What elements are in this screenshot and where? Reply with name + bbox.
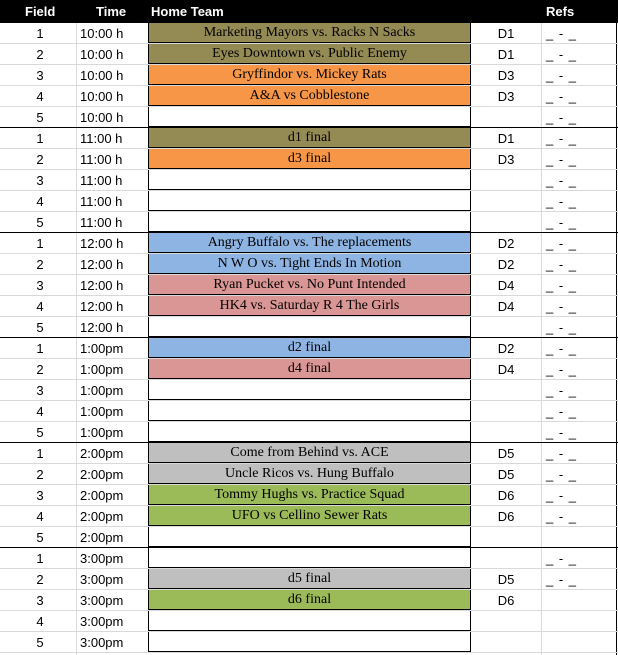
table-row xyxy=(0,275,618,296)
field-cell[interactable]: 4 xyxy=(36,509,44,524)
refs-cell[interactable]: _ - _ xyxy=(546,26,578,41)
field-cell[interactable]: 5 xyxy=(36,110,44,125)
time-cell[interactable]: 10:00 h xyxy=(80,47,124,62)
field-cell[interactable]: 4 xyxy=(36,194,44,209)
home-team-cell[interactable] xyxy=(148,170,471,190)
division-cell[interactable]: D4 xyxy=(497,299,515,314)
division-cell[interactable]: D2 xyxy=(497,257,515,272)
home-team-cell[interactable]: Ryan Pucket vs. No Punt Intended xyxy=(148,275,471,295)
refs-cell[interactable]: _ - _ xyxy=(546,278,578,293)
home-team-cell[interactable]: A&A vs Cobblestone xyxy=(148,86,471,106)
refs-cell[interactable]: _ - _ xyxy=(546,425,578,440)
division-cell[interactable]: D6 xyxy=(497,593,515,608)
time-cell[interactable]: 10:00 h xyxy=(80,110,124,125)
refs-cell[interactable]: _ - _ xyxy=(546,572,578,587)
field-cell[interactable]: 1 xyxy=(36,131,44,146)
table-row xyxy=(0,107,618,128)
division-cell[interactable]: D3 xyxy=(497,89,515,104)
time-cell[interactable]: 1:00pm xyxy=(80,383,124,398)
table-row xyxy=(0,254,618,275)
home-team-cell[interactable]: d2 final xyxy=(148,338,471,358)
field-cell[interactable]: 2 xyxy=(36,467,44,482)
field-cell[interactable]: 4 xyxy=(36,614,44,629)
table-row xyxy=(0,401,618,422)
division-cell[interactable]: D1 xyxy=(497,47,515,62)
table-row xyxy=(0,527,618,548)
refs-cell[interactable]: _ - _ xyxy=(546,488,578,503)
field-cell[interactable]: 2 xyxy=(36,47,44,62)
time-cell[interactable]: 2:00pm xyxy=(80,509,124,524)
table-row xyxy=(0,233,618,254)
time-cell[interactable]: 3:00pm xyxy=(80,551,124,566)
time-cell[interactable]: 1:00pm xyxy=(80,425,124,440)
home-team-cell[interactable]: d4 final xyxy=(148,359,471,379)
division-cell[interactable]: D3 xyxy=(497,68,515,83)
field-cell[interactable]: 5 xyxy=(36,320,44,335)
header-row xyxy=(0,0,618,23)
table-row xyxy=(0,338,618,359)
table-row xyxy=(0,485,618,506)
time-cell[interactable]: 12:00 h xyxy=(80,299,124,314)
home-team-cell[interactable]: d1 final xyxy=(148,128,471,148)
time-cell[interactable]: 2:00pm xyxy=(80,467,124,482)
field-cell[interactable]: 3 xyxy=(36,593,44,608)
home-team-cell[interactable]: Uncle Ricos vs. Hung Buffalo xyxy=(148,464,471,484)
division-cell[interactable]: D6 xyxy=(497,488,515,503)
division-cell[interactable]: D4 xyxy=(497,362,515,377)
field-cell[interactable]: 2 xyxy=(36,152,44,167)
table-row xyxy=(0,149,618,170)
home-team-cell[interactable]: UFO vs Cellino Sewer Rats xyxy=(148,506,471,526)
time-cell[interactable]: 3:00pm xyxy=(80,572,124,587)
time-cell[interactable]: 10:00 h xyxy=(80,26,124,41)
time-cell[interactable]: 10:00 h xyxy=(80,89,124,104)
home-team-cell[interactable]: Tommy Hughs vs. Practice Squad xyxy=(148,485,471,505)
refs-cell[interactable]: _ - _ xyxy=(546,446,578,461)
table-row xyxy=(0,170,618,191)
field-cell[interactable]: 2 xyxy=(36,257,44,272)
table-row xyxy=(0,86,618,107)
home-team-cell[interactable]: N W O vs. Tight Ends In Motion xyxy=(148,254,471,274)
field-cell[interactable]: 3 xyxy=(36,488,44,503)
division-cell[interactable]: D3 xyxy=(497,152,515,167)
time-cell[interactable]: 12:00 h xyxy=(80,320,124,335)
division-cell[interactable]: D5 xyxy=(497,467,515,482)
table-row xyxy=(0,65,618,86)
field-cell[interactable]: 3 xyxy=(36,278,44,293)
home-team-cell[interactable] xyxy=(148,212,471,232)
field-cell[interactable]: 4 xyxy=(36,89,44,104)
field-cell[interactable]: 2 xyxy=(36,362,44,377)
refs-cell[interactable]: _ - _ xyxy=(546,89,578,104)
time-cell[interactable]: 1:00pm xyxy=(80,404,124,419)
home-team-cell[interactable]: Come from Behind vs. ACE xyxy=(148,443,471,463)
refs-cell[interactable]: _ - _ xyxy=(546,131,578,146)
field-cell[interactable]: 3 xyxy=(36,68,44,83)
field-cell[interactable]: 5 xyxy=(36,635,44,650)
division-cell[interactable]: D4 xyxy=(497,278,515,293)
field-cell[interactable]: 5 xyxy=(36,215,44,230)
field-cell[interactable]: 1 xyxy=(36,26,44,41)
division-cell[interactable]: D1 xyxy=(497,26,515,41)
field-cell[interactable]: 2 xyxy=(36,572,44,587)
refs-cell[interactable]: _ - _ xyxy=(546,509,578,524)
field-cell[interactable]: 4 xyxy=(36,299,44,314)
refs-cell[interactable]: _ - _ xyxy=(546,299,578,314)
time-cell[interactable]: 3:00pm xyxy=(80,614,124,629)
field-cell[interactable]: 1 xyxy=(36,551,44,566)
home-team-cell[interactable]: Eyes Downtown vs. Public Enemy xyxy=(148,44,471,64)
table-row xyxy=(0,611,618,632)
table-row xyxy=(0,380,618,401)
home-team-cell[interactable] xyxy=(148,611,471,631)
table-row xyxy=(0,422,618,443)
home-team-cell[interactable] xyxy=(148,632,471,652)
home-team-cell[interactable] xyxy=(148,107,471,127)
time-cell[interactable]: 1:00pm xyxy=(80,362,124,377)
table-row xyxy=(0,443,618,464)
home-team-cell[interactable] xyxy=(148,191,471,211)
home-team-cell[interactable] xyxy=(148,548,471,568)
table-row xyxy=(0,191,618,212)
division-cell[interactable]: D6 xyxy=(497,509,515,524)
refs-cell[interactable]: _ - _ xyxy=(546,236,578,251)
time-cell[interactable]: 10:00 h xyxy=(80,68,124,83)
home-team-cell[interactable]: Gryffindor vs. Mickey Rats xyxy=(148,65,471,85)
division-cell[interactable]: D2 xyxy=(497,236,515,251)
table-row xyxy=(0,359,618,380)
refs-cell[interactable]: _ - _ xyxy=(546,551,578,566)
refs-cell[interactable]: _ - _ xyxy=(546,194,578,209)
table-row xyxy=(0,590,618,611)
time-cell[interactable]: 2:00pm xyxy=(80,530,124,545)
field-cell[interactable]: 1 xyxy=(36,236,44,251)
time-cell[interactable]: 11:00 h xyxy=(80,131,123,146)
time-cell[interactable]: 1:00pm xyxy=(80,341,124,356)
field-cell[interactable]: 3 xyxy=(36,173,44,188)
field-cell[interactable]: 5 xyxy=(36,530,44,545)
time-cell[interactable]: 11:00 h xyxy=(80,194,123,209)
time-cell[interactable]: 12:00 h xyxy=(80,257,124,272)
division-cell[interactable]: D2 xyxy=(497,341,515,356)
header-refs: Refs xyxy=(546,4,575,19)
division-cell[interactable]: D5 xyxy=(497,446,515,461)
refs-cell[interactable]: _ - _ xyxy=(546,341,578,356)
refs-cell[interactable]: _ - _ xyxy=(546,68,578,83)
home-team-cell[interactable]: Marketing Mayors vs. Racks N Sacks xyxy=(148,23,471,43)
refs-cell[interactable]: _ - _ xyxy=(546,404,578,419)
table-row xyxy=(0,464,618,485)
table-row xyxy=(0,44,618,65)
table-row xyxy=(0,296,618,317)
refs-cell[interactable]: _ - _ xyxy=(546,320,578,335)
table-row xyxy=(0,212,618,233)
table-row xyxy=(0,317,618,338)
table-row xyxy=(0,548,618,569)
refs-cell[interactable]: _ - _ xyxy=(546,173,578,188)
table-row xyxy=(0,632,618,653)
division-cell[interactable]: D1 xyxy=(497,131,515,146)
refs-cell[interactable]: _ - _ xyxy=(546,257,578,272)
field-cell[interactable]: 1 xyxy=(36,446,44,461)
refs-cell[interactable]: _ - _ xyxy=(546,110,578,125)
field-cell[interactable]: 4 xyxy=(36,404,44,419)
header-home-team: Home Team xyxy=(151,4,224,19)
home-team-cell[interactable]: d5 final xyxy=(148,569,471,589)
table-row xyxy=(0,128,618,149)
field-cell[interactable]: 3 xyxy=(36,383,44,398)
time-cell[interactable]: 3:00pm xyxy=(80,635,124,650)
refs-cell[interactable]: _ - _ xyxy=(546,152,578,167)
refs-cell[interactable]: _ - _ xyxy=(546,47,578,62)
division-cell[interactable]: D5 xyxy=(497,572,515,587)
home-team-cell[interactable] xyxy=(148,317,471,337)
time-cell[interactable]: 2:00pm xyxy=(80,488,124,503)
field-cell[interactable]: 1 xyxy=(36,341,44,356)
table-row xyxy=(0,506,618,527)
home-team-cell[interactable] xyxy=(148,527,471,547)
time-cell[interactable]: 3:00pm xyxy=(80,593,124,608)
home-team-cell[interactable]: HK4 vs. Saturday R 4 The Girls xyxy=(148,296,471,316)
field-cell[interactable]: 5 xyxy=(36,425,44,440)
header-field: Field xyxy=(25,4,56,19)
table-row xyxy=(0,569,618,590)
refs-cell[interactable]: _ - _ xyxy=(546,362,578,377)
home-team-cell[interactable] xyxy=(148,401,471,421)
time-cell[interactable]: 11:00 h xyxy=(80,173,123,188)
refs-cell[interactable]: _ - _ xyxy=(546,215,578,230)
home-team-cell[interactable] xyxy=(148,380,471,400)
home-team-cell[interactable]: Angry Buffalo vs. The replacements xyxy=(148,233,471,253)
time-cell[interactable]: 12:00 h xyxy=(80,278,124,293)
time-cell[interactable]: 11:00 h xyxy=(80,152,123,167)
header-time: Time xyxy=(96,4,127,19)
home-team-cell[interactable]: d6 final xyxy=(148,590,471,610)
table-row xyxy=(0,23,618,44)
time-cell[interactable]: 12:00 h xyxy=(80,236,124,251)
refs-cell[interactable]: _ - _ xyxy=(546,467,578,482)
time-cell[interactable]: 2:00pm xyxy=(80,446,124,461)
time-cell[interactable]: 11:00 h xyxy=(80,215,123,230)
home-team-cell[interactable]: d3 final xyxy=(148,149,471,169)
home-team-cell[interactable] xyxy=(148,422,471,442)
refs-cell[interactable]: _ - _ xyxy=(546,383,578,398)
